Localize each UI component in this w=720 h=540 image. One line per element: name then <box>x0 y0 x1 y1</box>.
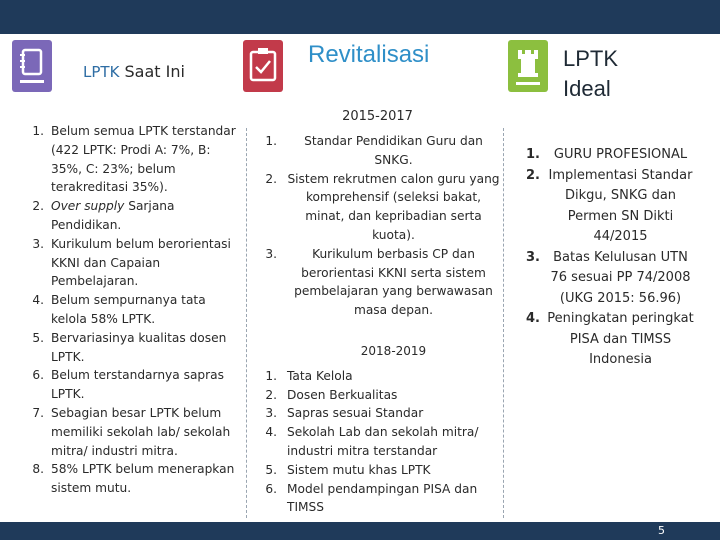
period-2015-2017: 2015-2017 <box>342 109 413 124</box>
heading-prefix: LPTK <box>83 63 120 81</box>
list-item: 5. Sistem mutu khas LPTK <box>265 462 431 477</box>
heading-ideal-lptk: LPTK Ideal <box>563 46 619 101</box>
list-item: 1. Tata Kelola <box>265 368 353 383</box>
top-bar <box>0 0 720 34</box>
list-item: 6. Model pendampingan PISA dan TIMSS <box>265 481 478 515</box>
list-item: 1. Belum semua LPTK terstandar (422 LPTK: Prodi A: 7%, B: 35%, C: 23%; belum terakreditasi 35%). <box>32 124 236 195</box>
heading-revitalisation: Revitalisasi <box>308 41 430 68</box>
chess-rook-icon <box>508 40 548 92</box>
list-item: 2. Sistem rekrutmen calon guru yang komprehensif (seleksi bakat, minat, dan kepribadian serta kuota). <box>265 171 500 242</box>
list-item: 3. Kurikulum berbasis CP dan berorientasi KKNI serta sistem pembelajaran yang berwawasan masa depan. <box>265 246 493 318</box>
list-item: 7. Sebagian besar LPTK belum memiliki sekolah lab/ sekolah mitra/ industri mitra. <box>32 405 231 458</box>
bottom-bar <box>0 522 720 540</box>
column-divider-2 <box>503 128 504 518</box>
revitalisation-list <box>255 109 500 517</box>
notebook-icon <box>12 40 52 92</box>
period-2018-2019: 2018-2019 <box>360 343 427 358</box>
list-item: 4. Peningkatan peringkat PISA dan TIMSS Indonesia <box>526 311 694 367</box>
list-item: 3. Kurikulum belum berorientasi KKNI dan Capaian Pembelajaran. <box>32 236 231 289</box>
clipboard-check-icon <box>243 40 283 92</box>
column-divider-1 <box>246 128 247 518</box>
current-issues-list <box>12 122 237 498</box>
list-item: 2. Dosen Berkualitas <box>265 387 398 402</box>
list-item: 1. Standar Pendidikan Guru dan SNKG. <box>265 134 483 167</box>
ideal-lptk-list <box>520 145 695 371</box>
list-item: 6. Belum terstandarnya sapras LPTK. <box>32 368 224 402</box>
list-item: 4. Belum sempurnanya tata kelola 58% LPTK. <box>32 293 206 326</box>
list-item: 1. GURU PROFESIONAL <box>526 147 688 162</box>
page-number: 5 <box>658 524 665 537</box>
list-item: 2. Implementasi Standar Dikgu, SNKG dan Permen SN Dikti 44/2015 <box>526 167 693 244</box>
list-item: 3. Batas Kelulusan UTN 76 sesuai PP 74/2008 (UKG 2015: 56.96) <box>526 249 691 306</box>
list-item: 4. Sekolah Lab dan sekolah mitra/ industri mitra terstandar <box>265 425 479 458</box>
heading-rest: Saat Ini <box>124 62 185 81</box>
list-item: 2. Over supply Sarjana Pendidikan. <box>32 199 175 232</box>
list-item: 5. Bervariasinya kualitas dosen LPTK. <box>32 330 227 364</box>
list-item: 8. 58% LPTK belum menerapkan sistem mutu. <box>32 462 235 496</box>
list-item: 3. Sapras sesuai Standar <box>265 406 424 421</box>
heading-current-lptk <box>83 62 185 81</box>
